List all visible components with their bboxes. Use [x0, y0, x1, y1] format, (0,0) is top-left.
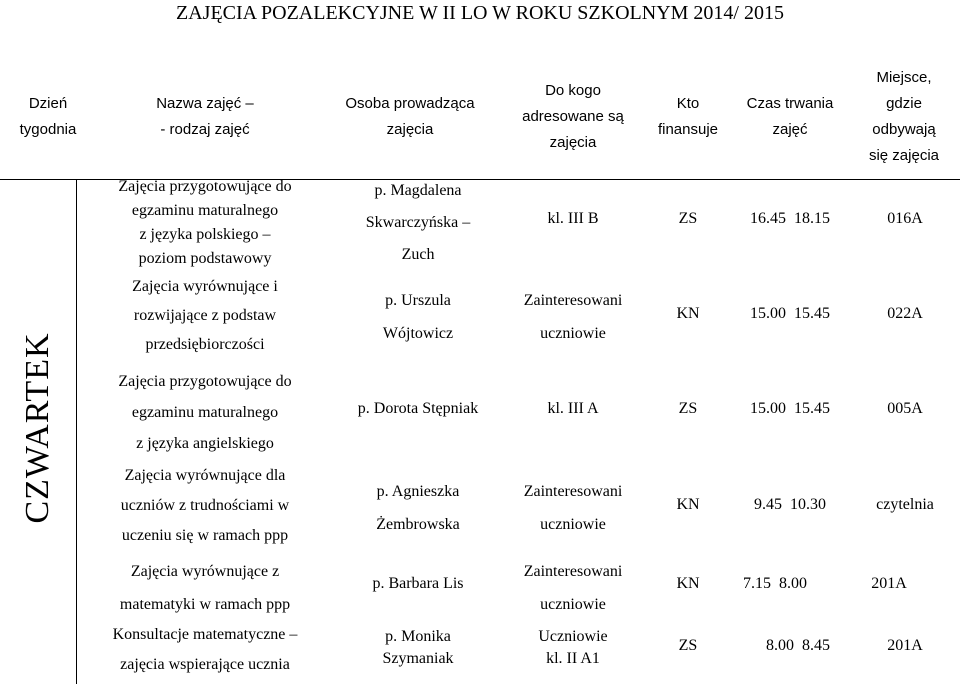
header-teacher-line-2: zajęcia — [386, 121, 434, 138]
row-6-time: 8.00 8.45 — [766, 637, 830, 654]
row-5-audience — [500, 555, 646, 621]
row-4-funder: KN — [676, 496, 700, 513]
row-3-name-line-2: egzaminu maturalnego — [131, 404, 279, 421]
row-1-teacher-line-2: Skwarczyńska – — [365, 214, 471, 231]
row-1-teacher-line-3: Zuch — [401, 246, 435, 263]
row-4-teacher — [333, 475, 503, 541]
header-place-line-1: Miejsce, — [876, 69, 932, 86]
row-2-audience — [500, 284, 646, 350]
row-3-time: 15.00 15.45 — [750, 400, 830, 417]
row-3-funder: ZS — [678, 400, 698, 417]
row-5-audience-line-1: Zainteresowani — [523, 563, 623, 580]
row-4-room: czytelnia — [876, 496, 934, 513]
row-5-funder: KN — [676, 575, 700, 592]
header-duration — [730, 91, 850, 143]
header-duration-line-2: zajęć — [772, 121, 808, 138]
row-2-name-line-3: przedsiębiorczości — [145, 336, 265, 353]
row-6-room: 201A — [887, 637, 923, 654]
row-6-audience-line-2: kl. II A1 — [546, 650, 600, 667]
row-4-name-line-2: uczniów z trudnościami w — [120, 497, 290, 514]
row-6-audience — [500, 626, 646, 670]
row-2-teacher-line-1: p. Urszula — [385, 292, 451, 309]
row-1-name-line-2: egzaminu maturalnego — [131, 202, 279, 219]
row-4-name-line-1: Zajęcia wyrównujące dla — [124, 467, 286, 484]
row-5-name — [80, 555, 330, 621]
day-label: CZWARTEK — [19, 332, 56, 524]
header-day — [0, 91, 96, 143]
header-day-line-2: tygodnia — [19, 121, 77, 138]
row-4-teacher-line-2: Żembrowska — [376, 516, 460, 533]
row-5-name-line-1: Zajęcia wyrównujące z — [130, 563, 280, 580]
row-6-funder: ZS — [678, 637, 698, 654]
row-6-name-line-2: zajęcia wspierające ucznia — [120, 656, 290, 673]
row-6-audience-line-1: Uczniowie — [538, 628, 608, 645]
row-5-room: 201A — [871, 575, 907, 592]
header-teacher-line-1: Osoba prowadząca — [345, 95, 475, 112]
row-3-room: 005A — [887, 400, 923, 417]
header-day-line-1: Dzień — [28, 95, 68, 112]
header-audience — [500, 78, 646, 156]
row-4-name-line-3: uczeniu się w ramach ppp — [121, 527, 289, 544]
header-place-line-4: się zajęcia — [868, 147, 940, 164]
row-6-name-line-1: Konsultacje matematyczne – — [112, 626, 298, 643]
row-2-teacher — [333, 284, 503, 350]
row-3-name-line-3: z języka angielskiego — [136, 435, 274, 452]
row-5-teacher: p. Barbara Lis — [372, 575, 464, 592]
row-5-audience-line-2: uczniowie — [540, 596, 606, 613]
row-2-name-line-2: rozwijające z podstaw — [133, 307, 277, 324]
header-name-line-2: - rodzaj zajęć — [160, 121, 250, 138]
row-1-name-line-3: z języka polskiego – — [139, 226, 271, 243]
row-3-name — [80, 366, 330, 459]
row-1-teacher-line-1: p. Magdalena — [374, 182, 462, 199]
header-name — [100, 91, 310, 143]
row-6-teacher-line-2: Szymaniak — [382, 650, 454, 667]
header-audience-line-1: Do kogo — [545, 82, 601, 99]
row-5-time: 7.15 8.00 — [743, 575, 807, 592]
row-4-audience-line-2: uczniowie — [540, 516, 606, 533]
row-3-teacher: p. Dorota Stępniak — [357, 400, 479, 417]
row-2-time: 15.00 15.45 — [750, 305, 830, 322]
row-4-time: 9.45 10.30 — [754, 496, 826, 513]
row-3-audience: kl. III A — [547, 400, 599, 417]
row-6-teacher — [333, 626, 503, 670]
page-title: ZAJĘCIA POZALEKCYJNE W II LO W ROKU SZKOLNYM 2014/ 2015 — [176, 2, 784, 24]
header-place-line-2: gdzie — [886, 95, 922, 112]
day-column-divider — [76, 180, 77, 684]
header-place — [848, 65, 960, 169]
header-audience-line-3: zajęcia — [549, 134, 597, 151]
header-teacher — [330, 91, 490, 143]
header-audience-line-2: adresowane są — [522, 108, 624, 125]
row-3-name-line-1: Zajęcia przygotowujące do — [118, 373, 292, 390]
row-6-teacher-line-1: p. Monika — [385, 628, 451, 645]
row-2-name-line-1: Zajęcia wyrównujące i — [132, 278, 278, 295]
row-1-room: 016A — [887, 210, 923, 227]
row-4-audience-line-1: Zainteresowani — [523, 483, 623, 500]
header-funder-line-2: finansuje — [657, 121, 719, 138]
row-1-time: 16.45 18.15 — [750, 210, 830, 227]
row-1-name-line-1: Zajęcia przygotowujące do — [118, 178, 292, 195]
header-funder — [640, 91, 736, 143]
row-1-audience: kl. III B — [547, 210, 599, 227]
header-duration-line-1: Czas trwania — [746, 95, 834, 112]
header-place-line-3: odbywają — [872, 121, 936, 138]
row-1-funder: ZS — [678, 210, 698, 227]
row-4-audience — [500, 475, 646, 541]
row-1-name — [80, 175, 330, 271]
row-1-teacher — [333, 175, 503, 271]
row-2-audience-line-2: uczniowie — [540, 325, 606, 342]
row-2-room: 022A — [887, 305, 923, 322]
row-2-name — [80, 272, 330, 359]
row-2-audience-line-1: Zainteresowani — [523, 292, 623, 309]
row-4-name — [80, 461, 330, 551]
row-2-funder: KN — [676, 305, 700, 322]
row-6-name — [80, 620, 330, 680]
row-4-teacher-line-1: p. Agnieszka — [376, 483, 460, 500]
row-2-teacher-line-2: Wójtowicz — [382, 325, 454, 342]
row-1-name-line-4: poziom podstawowy — [138, 250, 272, 267]
row-5-name-line-2: matematyki w ramach ppp — [119, 596, 291, 613]
header-name-line-1: Nazwa zajęć – — [156, 95, 254, 112]
header-funder-line-1: Kto — [676, 95, 700, 112]
